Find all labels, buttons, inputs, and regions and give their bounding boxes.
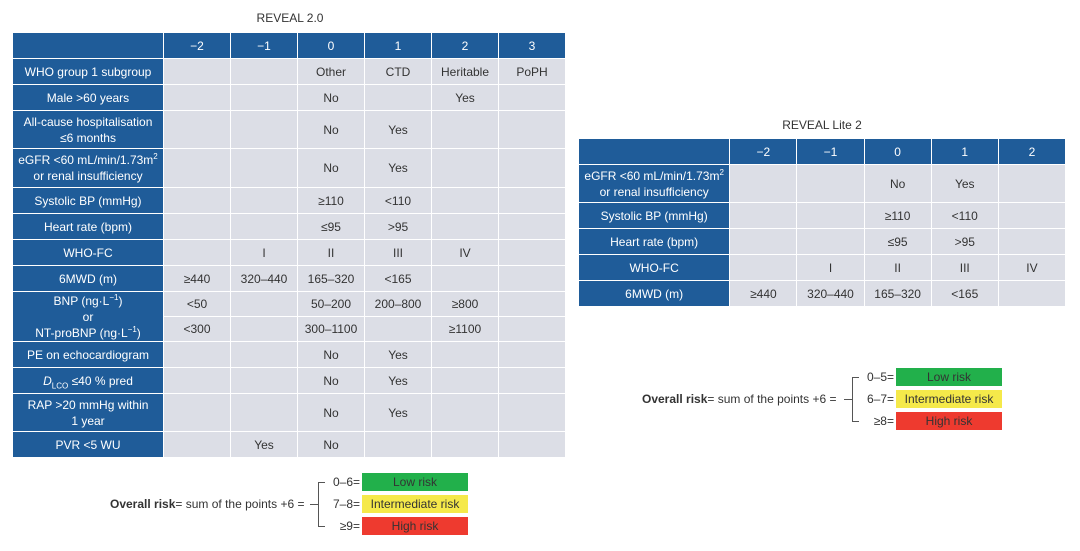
label-sup: −1 xyxy=(109,292,119,302)
table-row xyxy=(579,165,1065,202)
table-cell xyxy=(797,165,863,202)
points-header: 3 xyxy=(499,33,565,58)
row-label xyxy=(13,368,163,393)
table-cell: 165–320 xyxy=(298,266,364,291)
table-cell xyxy=(432,111,498,148)
table-cell xyxy=(164,342,230,367)
table-row xyxy=(579,229,1065,254)
table-cell: No xyxy=(298,111,364,148)
reveal-lite-header-row xyxy=(579,139,1065,164)
table-cell xyxy=(499,85,565,110)
row-label: WHO group 1 subgroup xyxy=(13,59,163,84)
table-cell: Other xyxy=(298,59,364,84)
table-cell xyxy=(164,394,230,431)
reveal2-header-row xyxy=(13,33,565,58)
table-cell: III xyxy=(365,240,431,265)
label-sup: −1 xyxy=(127,324,137,334)
row-label: WHO-FC xyxy=(579,255,729,280)
table-cell: I xyxy=(797,255,863,280)
table-cell: <165 xyxy=(365,266,431,291)
reveal-lite-overall-risk: Overall risk= sum of the points +6 = xyxy=(642,392,837,406)
label-line: or xyxy=(82,309,94,324)
table-cell xyxy=(365,432,431,457)
table-cell: Yes xyxy=(365,111,431,148)
row-label: 6MWD (m) xyxy=(13,266,163,291)
table-cell: Yes xyxy=(432,85,498,110)
row-label: PVR <5 WU xyxy=(13,432,163,457)
points-header: 0 xyxy=(865,139,931,164)
label-line xyxy=(15,397,161,413)
table-cell xyxy=(231,188,297,213)
table-cell xyxy=(164,85,230,110)
table-cell xyxy=(499,342,565,367)
label-text: NT-proBNP (ng·L xyxy=(35,325,128,340)
risk-label-box: Intermediate risk xyxy=(896,390,1002,408)
row-label: PE on echocardiogram xyxy=(13,342,163,367)
table-cell xyxy=(164,368,230,393)
table-row xyxy=(13,292,565,316)
row-label: Systolic BP (mmHg) xyxy=(579,203,729,228)
row-label: Male >60 years xyxy=(13,85,163,110)
table-cell xyxy=(432,432,498,457)
table-cell: No xyxy=(298,149,364,187)
label-text: ) xyxy=(118,293,123,308)
table-cell: Yes xyxy=(365,368,431,393)
table-cell: PoPH xyxy=(499,59,565,84)
table-row xyxy=(579,203,1065,228)
corner-cell xyxy=(13,33,163,58)
label-sup: 2 xyxy=(719,167,724,177)
table-cell: IV xyxy=(999,255,1065,280)
table-cell: <110 xyxy=(365,188,431,213)
table-cell: 50–200 xyxy=(298,292,364,316)
corner-cell xyxy=(579,139,729,164)
label-text: eGFR <60 mL/min/1.73m xyxy=(584,168,720,183)
table-cell xyxy=(797,203,863,228)
table-cell: No xyxy=(298,368,364,393)
table-cell: 200–800 xyxy=(365,292,431,316)
row-label-bnp xyxy=(13,292,163,341)
row-label: 6MWD (m) xyxy=(579,281,729,306)
table-cell xyxy=(499,394,565,431)
table-cell: 320–440 xyxy=(231,266,297,291)
table-cell xyxy=(164,240,230,265)
table-cell xyxy=(164,111,230,148)
label-text: or renal insufficiency xyxy=(599,184,709,199)
table-cell: <165 xyxy=(932,281,998,306)
table-row xyxy=(13,111,565,148)
label-line xyxy=(15,293,161,309)
points-header: −2 xyxy=(164,33,230,58)
table-cell xyxy=(432,342,498,367)
label-text: 1 year xyxy=(71,413,105,428)
label-text: eGFR <60 mL/min/1.73m xyxy=(18,153,154,167)
table-cell: ≥440 xyxy=(730,281,796,306)
table-cell: ≥440 xyxy=(164,266,230,291)
risk-category-row xyxy=(322,495,468,513)
table-cell: ≤95 xyxy=(298,214,364,239)
table-cell xyxy=(432,266,498,291)
table-cell xyxy=(231,59,297,84)
row-label xyxy=(13,111,163,148)
table-cell xyxy=(999,281,1065,306)
table-cell: II xyxy=(865,255,931,280)
label-line xyxy=(15,152,161,168)
table-cell xyxy=(231,317,297,341)
table-cell xyxy=(432,368,498,393)
table-row xyxy=(579,255,1065,280)
label-text: ≤40 % pred xyxy=(68,373,133,388)
table-cell xyxy=(231,292,297,316)
table-cell: Yes xyxy=(365,342,431,367)
reveal2-table xyxy=(12,32,566,458)
points-header: 2 xyxy=(432,33,498,58)
risk-category-row xyxy=(856,368,1002,386)
points-header: 0 xyxy=(298,33,364,58)
risk-range: 7–8= xyxy=(332,497,360,511)
table-cell xyxy=(730,229,796,254)
label-sub: LCO xyxy=(51,380,69,390)
table-cell xyxy=(797,229,863,254)
table-cell xyxy=(730,165,796,202)
table-cell xyxy=(499,188,565,213)
table-cell: III xyxy=(932,255,998,280)
risk-range: 0–5= xyxy=(866,370,894,384)
table-cell: ≥800 xyxy=(432,292,498,316)
label-line xyxy=(15,114,161,130)
table-cell xyxy=(231,85,297,110)
risk-category-row xyxy=(856,390,1002,408)
table-row xyxy=(13,85,565,110)
table-cell xyxy=(365,85,431,110)
table-row xyxy=(13,240,565,265)
table-row xyxy=(13,432,565,457)
row-label: WHO-FC xyxy=(13,240,163,265)
label-line xyxy=(15,168,161,184)
label-text: RAP >20 mmHg within xyxy=(27,397,149,412)
risk-category-row xyxy=(322,473,468,491)
risk-label-box: High risk xyxy=(362,517,468,535)
table-cell xyxy=(231,368,297,393)
label-text: D xyxy=(43,373,52,388)
table-row xyxy=(579,281,1065,306)
table-cell xyxy=(365,317,431,341)
risk-range: ≥9= xyxy=(339,519,360,533)
table-cell: ≥110 xyxy=(298,188,364,213)
table-cell xyxy=(499,292,565,316)
reveal2-overall-risk: Overall risk= sum of the points +6 = xyxy=(110,497,305,511)
table-cell: No xyxy=(298,394,364,431)
table-cell xyxy=(164,214,230,239)
table-cell: ≥1100 xyxy=(432,317,498,341)
reveal2-caption: REVEAL 2.0 xyxy=(256,11,324,25)
table-row xyxy=(13,214,565,239)
table-cell: <300 xyxy=(164,317,230,341)
points-header: −1 xyxy=(797,139,863,164)
table-cell: I xyxy=(231,240,297,265)
table-cell xyxy=(231,394,297,431)
table-cell xyxy=(499,432,565,457)
risk-label-box: Low risk xyxy=(896,368,1002,386)
table-cell xyxy=(999,229,1065,254)
table-cell xyxy=(499,368,565,393)
table-cell: >95 xyxy=(365,214,431,239)
label-line xyxy=(15,130,161,146)
table-cell: 320–440 xyxy=(797,281,863,306)
label-text: All-cause hospitalisation xyxy=(23,114,153,129)
risk-range: 6–7= xyxy=(866,392,894,406)
table-cell: <50 xyxy=(164,292,230,316)
label-line xyxy=(15,413,161,429)
table-cell xyxy=(499,240,565,265)
table-cell xyxy=(730,203,796,228)
risk-range: 0–6= xyxy=(332,475,360,489)
points-header: 2 xyxy=(999,139,1065,164)
table-row xyxy=(13,368,565,393)
table-row xyxy=(13,342,565,367)
row-label xyxy=(13,149,163,187)
table-cell xyxy=(432,149,498,187)
table-cell xyxy=(231,111,297,148)
table-cell: 165–320 xyxy=(865,281,931,306)
table-cell: Yes xyxy=(365,149,431,187)
table-cell xyxy=(499,317,565,341)
risk-label-box: High risk xyxy=(896,412,1002,430)
table-row xyxy=(13,266,565,291)
risk-category-row xyxy=(322,517,468,535)
table-cell xyxy=(164,188,230,213)
label-text: ) xyxy=(136,325,141,340)
risk-range: ≥8= xyxy=(873,414,894,428)
table-cell xyxy=(432,394,498,431)
risk-category-row xyxy=(856,412,1002,430)
reveal-lite-caption: REVEAL Lite 2 xyxy=(782,118,862,132)
label-line xyxy=(581,184,727,200)
table-cell xyxy=(231,342,297,367)
table-cell xyxy=(499,214,565,239)
row-label xyxy=(579,165,729,202)
table-cell xyxy=(164,149,230,187)
table-cell: Yes xyxy=(231,432,297,457)
points-header: 1 xyxy=(365,33,431,58)
table-cell: No xyxy=(298,342,364,367)
table-cell: No xyxy=(865,165,931,202)
points-header: −1 xyxy=(231,33,297,58)
label-line xyxy=(15,325,161,341)
table-cell xyxy=(164,432,230,457)
table-row xyxy=(13,149,565,187)
table-cell: Yes xyxy=(365,394,431,431)
points-header: −2 xyxy=(730,139,796,164)
table-row xyxy=(13,59,565,84)
table-cell xyxy=(999,203,1065,228)
table-cell: ≥110 xyxy=(865,203,931,228)
table-cell xyxy=(432,188,498,213)
table-cell: Heritable xyxy=(432,59,498,84)
label-sup: 2 xyxy=(153,152,158,161)
row-label: Systolic BP (mmHg) xyxy=(13,188,163,213)
table-cell: No xyxy=(298,432,364,457)
table-cell: II xyxy=(298,240,364,265)
label-text: ≤6 months xyxy=(60,130,116,145)
table-cell xyxy=(164,59,230,84)
table-cell: CTD xyxy=(365,59,431,84)
table-row xyxy=(13,188,565,213)
table-cell xyxy=(231,149,297,187)
row-label: Heart rate (bpm) xyxy=(13,214,163,239)
table-cell: <110 xyxy=(932,203,998,228)
table-cell xyxy=(499,111,565,148)
reveal-lite-bracket-tick xyxy=(844,399,852,400)
table-cell xyxy=(231,214,297,239)
row-label: Heart rate (bpm) xyxy=(579,229,729,254)
table-cell xyxy=(999,165,1065,202)
table-cell: ≤95 xyxy=(865,229,931,254)
reveal-lite-table xyxy=(578,138,1066,307)
table-cell: Yes xyxy=(932,165,998,202)
row-label xyxy=(13,394,163,431)
table-cell xyxy=(730,255,796,280)
reveal2-bracket-tick xyxy=(310,504,318,505)
table-cell xyxy=(499,149,565,187)
table-row xyxy=(13,394,565,431)
label-line xyxy=(581,168,727,184)
label-text: or renal insufficiency xyxy=(33,169,143,183)
table-cell: IV xyxy=(432,240,498,265)
table-cell: 300–1100 xyxy=(298,317,364,341)
risk-label-box: Low risk xyxy=(362,473,468,491)
table-cell: No xyxy=(298,85,364,110)
points-header: 1 xyxy=(932,139,998,164)
table-cell xyxy=(499,266,565,291)
label-text: BNP (ng·L xyxy=(53,293,110,308)
risk-label-box: Intermediate risk xyxy=(362,495,468,513)
table-cell: >95 xyxy=(932,229,998,254)
table-cell xyxy=(432,214,498,239)
